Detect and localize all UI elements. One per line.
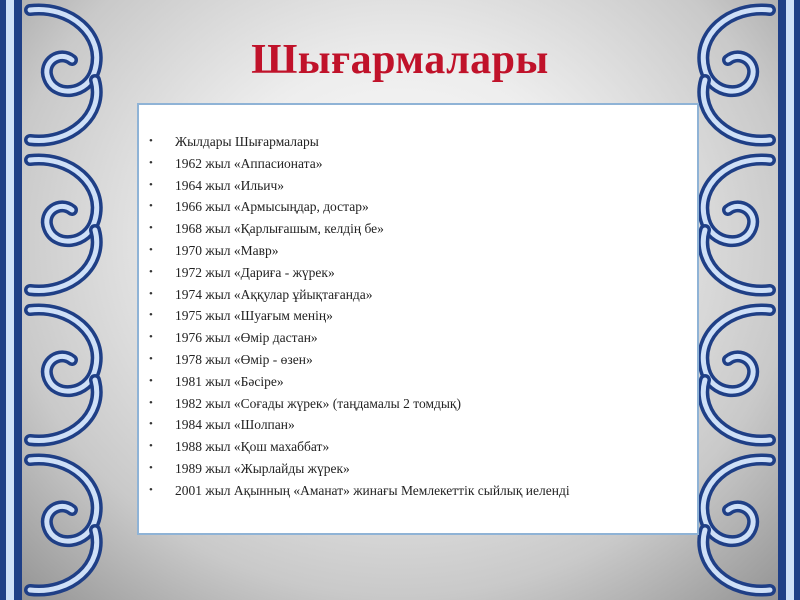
works-list (139, 105, 697, 502)
list-item-text: 1988 жыл «Қош махаббат» (175, 439, 330, 455)
list-item (139, 436, 697, 458)
list-item-text: 1968 жыл «Қарлығашым, келдің бе» (175, 221, 384, 237)
bullet-icon: • (149, 483, 153, 496)
list-item (139, 284, 697, 306)
list-item (139, 175, 697, 197)
list-item-text: 1974 жыл «Аққулар ұйықтағанда» (175, 286, 373, 302)
list-item-text: 2001 жыл Ақынның «Аманат» жинағы Мемлекеттік сыйлық иеленді (175, 482, 570, 498)
list-item (139, 131, 697, 153)
list-item (139, 240, 697, 262)
list-item-text: 1962 жыл «Аппасионата» (175, 155, 323, 171)
list-item-text: 1989 жыл «Жырлайды жүрек» (175, 460, 350, 476)
bullet-icon: • (149, 243, 153, 256)
list-item-text: 1981 жыл «Бәсіре» (175, 373, 284, 389)
bullet-icon: • (149, 309, 153, 322)
list-item (139, 153, 697, 175)
list-item (139, 196, 697, 218)
list-item (139, 218, 697, 240)
bullet-icon: • (149, 352, 153, 365)
bullet-icon: • (149, 200, 153, 213)
list-item (139, 327, 697, 349)
list-item (139, 480, 697, 502)
list-item (139, 305, 697, 327)
list-item (139, 458, 697, 480)
works-content-box (137, 103, 699, 535)
bullet-icon: • (149, 135, 153, 147)
list-item-text: 1976 жыл «Өмір дастан» (175, 330, 318, 346)
list-item-text: 1984 жыл «Шолпан» (175, 417, 295, 433)
list-item-text: 1975 жыл «Шуағым менің» (175, 308, 333, 324)
bullet-icon: • (149, 222, 153, 235)
list-item-text: 1972 жыл «Дариға - жүрек» (175, 264, 335, 280)
left-ornament (0, 0, 140, 600)
bullet-icon: • (149, 374, 153, 387)
list-item-text: 1970 жыл «Мавр» (175, 242, 279, 258)
bullet-icon: • (149, 418, 153, 431)
bullet-icon: • (149, 396, 153, 409)
bullet-icon: • (149, 461, 153, 474)
bullet-icon: • (149, 178, 153, 191)
list-item (139, 414, 697, 436)
list-item-text: 1966 жыл «Армысыңдар, достар» (175, 199, 369, 215)
bullet-icon: • (149, 440, 153, 453)
list-item (139, 371, 697, 393)
bullet-icon: • (149, 287, 153, 300)
list-item (139, 262, 697, 284)
bullet-icon: • (149, 265, 153, 278)
list-item-text: 1982 жыл «Соғады жүрек» (таңдамалы 2 томдық) (175, 395, 461, 411)
list-item (139, 393, 697, 415)
list-item-text: Жылдары Шығармалары (175, 134, 319, 149)
bullet-icon: • (149, 331, 153, 344)
list-item-text: 1978 жыл «Өмір - өзен» (175, 351, 313, 367)
slide-title: Шығармалары (251, 37, 549, 83)
list-item (139, 349, 697, 371)
list-item-text: 1964 жыл «Ильич» (175, 177, 285, 193)
bullet-icon: • (149, 156, 153, 169)
